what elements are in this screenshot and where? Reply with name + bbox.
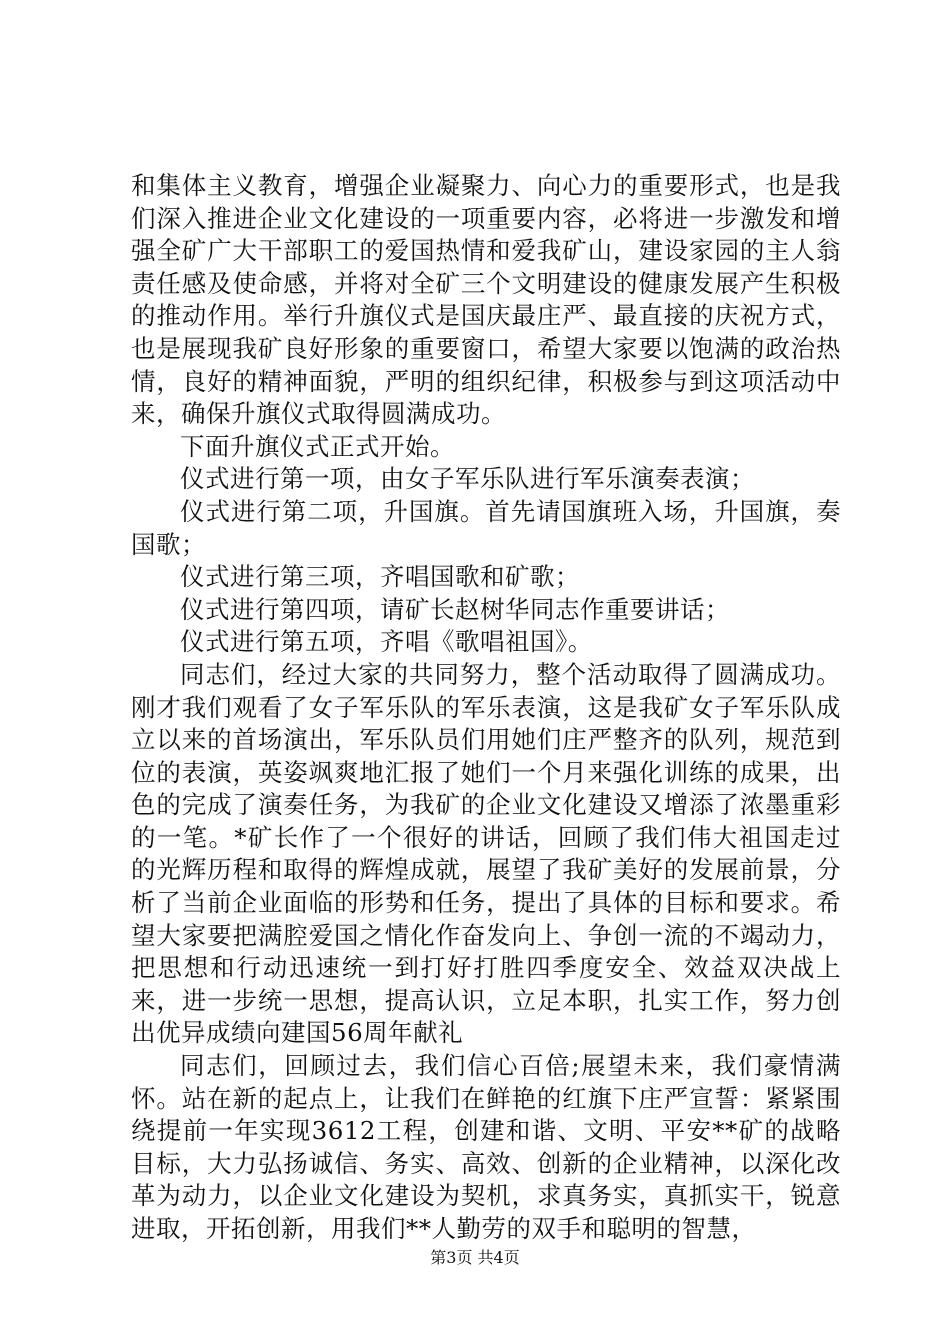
paragraph-summary: 同志们，经过大家的共同努力，整个活动取得了圆满成功。刚才我们观看了女子军乐队的军乐表演，这是我矿女子军乐队成立以来的首场演出，军乐队员们用她们庄严整齐的队列，规范到位的表演，英姿飒爽地汇报了她们一个月来强化训练的成果，出色的完成了演奏任务，为我矿的企业文化建设又增添了浓墨重彩的一笔。*矿长作了一个很好的讲话，回顾了我们伟大祖国走过的光辉历程和取得的辉煌成就，展望了我矿美好的发展前景，分析了当前企业面临的形势和任务，提出了具体的目标和要求。希望大家要把满腔爱国之情化作奋发向上、争创一流的不竭动力，把思想和行动迅速统一到打好打胜四季度安全、效益双决战上来，进一步统一思想，提高认识，立足本职，扎实工作，努力创出优异成绩向建国56周年献礼 <box>131 659 841 1048</box>
paragraph-item-3: 仪式进行第三项，齐唱国歌和矿歌； <box>180 562 580 592</box>
paragraph-item-1: 仪式进行第一项，由女子军乐队进行军乐演奏表演； <box>180 464 755 494</box>
paragraph-ceremony-start: 下面升旗仪式正式开始。 <box>180 431 455 461</box>
paragraph-item-5: 仪式进行第五项，齐唱《歌唱祖国》。 <box>180 627 593 657</box>
paragraph-outlook: 同志们，回顾过去，我们信心百倍;展望未来，我们豪情满怀。站在新的起点上，让我们在鲜艳的红旗下庄严宣誓：紧紧围绕提前一年实现3612工程，创建和谐、文明、平安**矿的战略目标，大力弘扬诚信、务实、高效、创新的企业精神，以深化改革为动力，以企业文化建设为契机，求真务实，真抓实干，锐意进取，开拓创新，用我们**人勤劳的双手和聪明的智慧， <box>131 1051 841 1243</box>
paragraph-item-4: 仪式进行第四项，请矿长赵树华同志作重要讲话； <box>180 594 730 624</box>
paragraph-item-2: 仪式进行第二项，升国旗。首先请国旗班入场，升国旗，奏国歌； <box>131 496 841 559</box>
document-body <box>131 170 841 1246</box>
paragraph-continued: 和集体主义教育，增强企业凝聚力、向心力的重要形式，也是我们深入推进企业文化建设的一项重要内容，必将进一步激发和增强全矿广大干部职工的爱国热情和爱我矿山，建设家园的主人翁责任感及使命感，并将对全矿三个文明建设的健康发展产生积极的推动作用。举行升旗仪式是国庆最庄严、最直接的庆祝方式，也是展现我矿良好形象的重要窗口，希望大家要以饱满的政治热情，良好的精神面貌，严明的组织纪律，积极参与到这项活动中来，确保升旗仪式取得圆满成功。 <box>131 171 841 429</box>
page-number-footer: 第3页 共4页 <box>430 1248 520 1267</box>
